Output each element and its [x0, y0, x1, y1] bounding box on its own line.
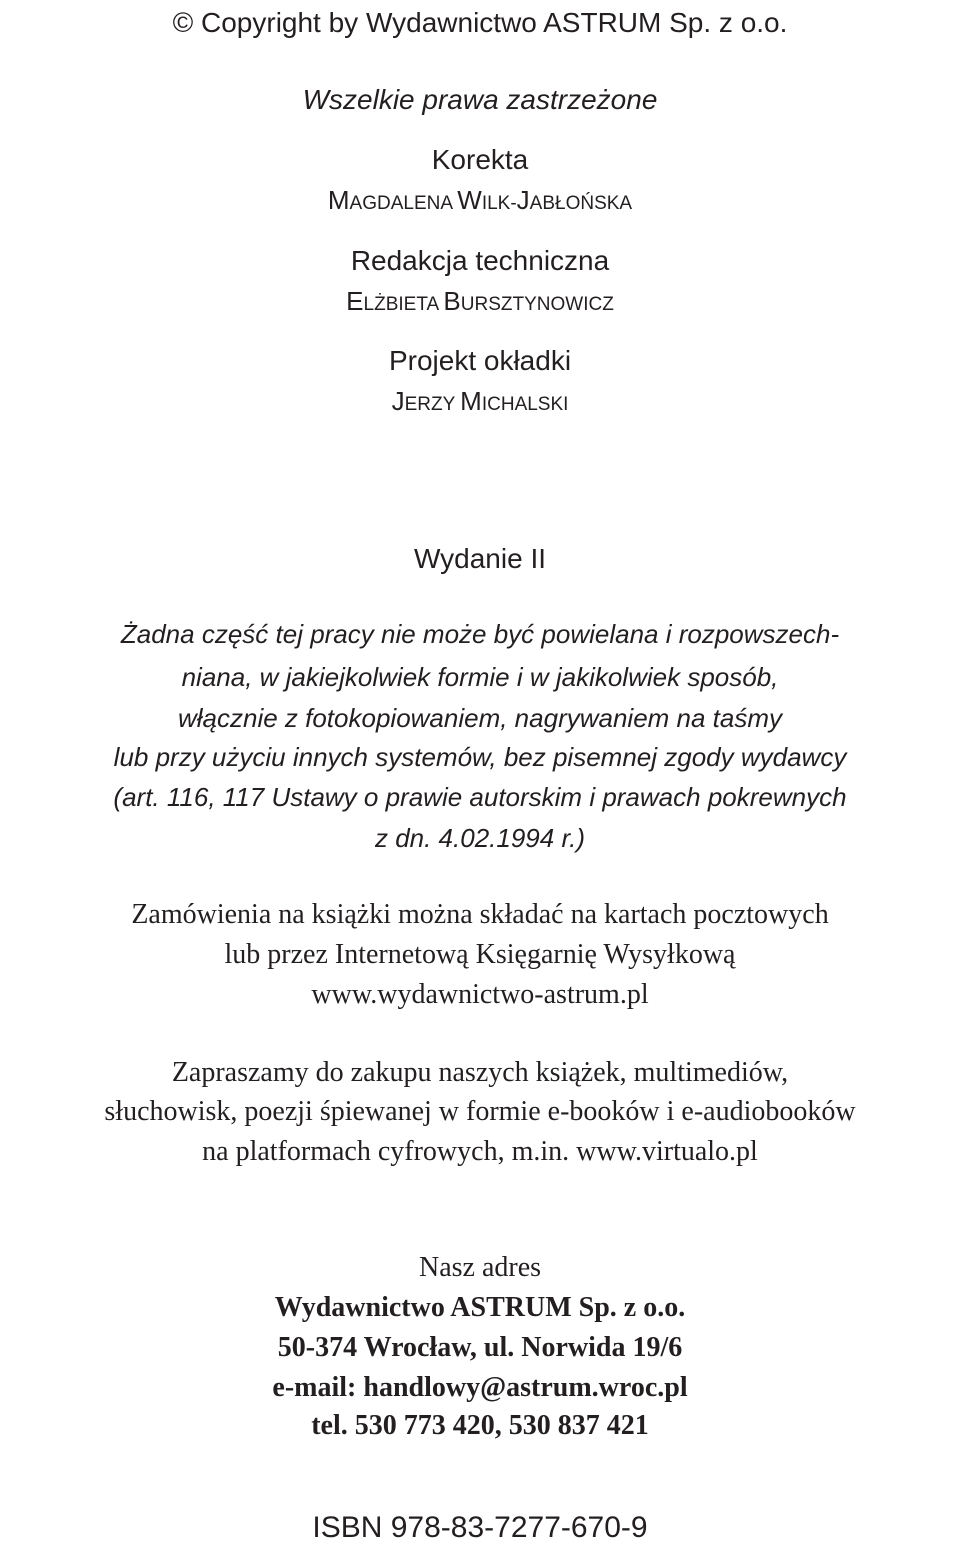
credit-role-technical-editor: Redakcja techniczna	[350, 245, 610, 276]
copyright-text: Copyright by Wydawnictwo ASTRUM Sp. z o.o.	[201, 7, 788, 38]
orders-website-link[interactable]: www.wydawnictwo-astrum.pl	[311, 979, 649, 1010]
orders-line: lub przez Internetową Księgarnię Wysyłkową	[224, 939, 736, 970]
credit-name-technical-editor: ELŻBIETA BURSZTYNOWICZ	[346, 286, 614, 316]
copyright-icon: ©	[172, 7, 194, 38]
address-publisher: Wydawnictwo ASTRUM Sp. z o.o.	[274, 1292, 686, 1323]
invitation-line: słuchowisk, poezji śpiewanej w formie e-booków i e-audiobooków	[104, 1096, 856, 1127]
edition: Wydanie II	[413, 543, 547, 574]
legal-notice-line: niana, w jakiejkolwiek formie i w jakikolwiek sposób,	[181, 662, 779, 692]
address-email[interactable]: e-mail: handlowy@astrum.wroc.pl	[272, 1372, 688, 1403]
credit-role-cover-design: Projekt okładki	[388, 345, 572, 376]
credit-name-proofreading: MAGDALENA WILK-JABŁOŃSKA	[327, 185, 633, 215]
credit-role-proofreading: Korekta	[431, 144, 529, 175]
legal-notice-line: włącznie z fotokopiowaniem, nagrywaniem na taśmy	[177, 703, 783, 733]
invitation-line: na platformach cyfrowych, m.in. www.virtualo.pl	[202, 1136, 758, 1167]
copyright-line	[0, 9, 960, 37]
legal-notice-line: lub przy użyciu innych systemów, bez pisemnej zgody wydawcy	[113, 742, 847, 772]
legal-notice-line: (art. 116, 117 Ustawy o prawie autorskim i prawach pokrewnych	[113, 782, 847, 812]
orders-line: Zamówienia na książki można składać na kartach pocztowych	[131, 899, 829, 930]
legal-notice-line: z dn. 4.02.1994 r.)	[374, 823, 586, 853]
address-heading: Nasz adres	[418, 1252, 542, 1283]
address-phone: tel. 530 773 420, 530 837 421	[311, 1410, 649, 1441]
invitation-line: Zapraszamy do zakupu naszych książek, multimediów,	[171, 1057, 789, 1088]
rights-reserved: Wszelkie prawa zastrzeżone	[302, 84, 658, 115]
address-street: 50-374 Wrocław, ul. Norwida 19/6	[277, 1332, 683, 1363]
isbn: ISBN 978-83-7277-670-9	[312, 1511, 648, 1544]
credit-name-cover-design: JERZY MICHALSKI	[391, 386, 569, 416]
legal-notice-line: Żadna część tej pracy nie może być powielana i rozpowszech-	[120, 619, 840, 649]
